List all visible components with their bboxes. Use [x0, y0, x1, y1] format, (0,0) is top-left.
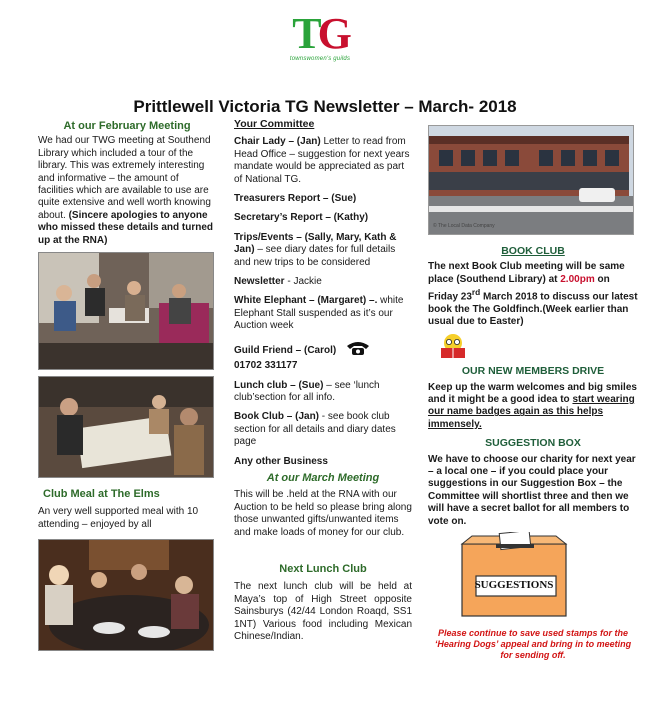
tg-logo	[285, 9, 355, 74]
book-label: Book Club – (Jan)	[234, 411, 320, 423]
guild-label: Guild Friend – (Carol)	[234, 344, 337, 356]
suggestion-box-illustration	[460, 532, 638, 622]
club-meal-heading: Club Meal at The Elms	[43, 488, 160, 501]
elephant-label: White Elephant – (Margaret) –.	[234, 295, 378, 307]
feb-meeting-apology: (Sincere apologies to anyone who missed these details and turned up at the RNA)	[38, 209, 214, 246]
logo-letter-t: T	[292, 9, 318, 58]
logo-letter-g: G	[317, 9, 348, 58]
committee-other-business: Any other Business	[234, 455, 328, 467]
newsletter-title: Prittlewell Victoria TG Newsletter – March- 2018	[133, 97, 517, 116]
book-club-heading-text: BOOK CLUB	[501, 245, 565, 257]
club-meal-text: An very well supported meal with 10 attending – enjoyed by all	[38, 506, 199, 530]
elephant-text: white Elephant Stall suspended as it’s our Auction week	[234, 295, 404, 332]
left-column	[38, 120, 216, 651]
book-text: - see book club section for all details and diary dates page	[234, 411, 396, 448]
feb-meeting-text	[38, 135, 216, 247]
trips-label: Trips/Events – (Sally, Mary, Kath & Jan)	[234, 231, 397, 256]
chair-label: Chair Lady – (Jan)	[234, 136, 321, 148]
lunch-label: Lunch club – (Sue)	[234, 379, 324, 391]
photo-credit: © The Local Data Company	[433, 222, 495, 229]
newsletter-label: Newsletter	[234, 276, 285, 288]
committee-trips	[234, 232, 412, 269]
hearing-dogs-note: Please continue to save used stamps for the ‘Hearing Dogs’ appeal and bring in to meeting for sending off.	[434, 628, 632, 661]
committee-chair	[234, 136, 412, 186]
members-drive-body: Keep up the warm welcomes and big smiles and it might be a good idea to	[428, 381, 637, 405]
members-drive-underlined: start wearing our name badges again as this helps immensely.	[428, 393, 635, 430]
committee-guild-friend	[234, 340, 412, 373]
next-lunch-text: The next lunch club will be held at Maya’s top of High Street opposite Sainsburys (42/44 London Roaqd, SS1 1NT) Various food including Mexican Chinese/Indian.	[234, 581, 412, 642]
committee-book-club	[234, 411, 412, 448]
members-drive-heading: OUR NEW MEMBERS DRIVE	[461, 365, 605, 378]
march-meeting-text: This will be .held at the RNA with our Auction to be held so please bring along those unwanted gifts/unwanted items and make loads of money for our club.	[234, 489, 412, 538]
committee-white-elephant	[234, 295, 412, 332]
guild-phone: 01702 331177	[234, 360, 298, 372]
southend-library-photo	[428, 125, 634, 235]
newsletter-text: - Jackie	[284, 276, 322, 288]
suggestion-box-text: We have to choose our charity for next year – a local one – if you could place your suggestions in our Suggestion Box – the Committee will shortlist three and then we will have a secret ballot for all members to vote on.	[428, 453, 636, 527]
library-meeting-photo	[38, 252, 214, 370]
telephone-icon	[345, 340, 371, 360]
logo-subtitle: townswomen's guilds	[289, 56, 351, 62]
committee-secretary: Secretary’s Report – (Kathy)	[234, 212, 369, 224]
book-club-text	[428, 261, 638, 328]
book-club-sup: rd	[471, 287, 481, 298]
book-club-time: 2.00pm	[560, 273, 595, 285]
committee-lunch	[234, 380, 412, 405]
reading-face-icon	[438, 333, 638, 363]
library-tour-photo	[38, 376, 214, 478]
book-club-text2: on Friday 23	[428, 273, 610, 303]
committee-treasurer: Treasurers Report – (Sue)	[234, 193, 357, 205]
club-meal-photo	[38, 539, 214, 651]
middle-column	[234, 118, 412, 643]
feb-meeting-body: We had our TWG meeting at Southend Library which included a tour of the library. This was extremely interesting and informative – the amount of facilities which are available to use are quite extensive and well worth knowing about.	[38, 135, 211, 221]
next-lunch-heading: Next Lunch Club	[279, 562, 367, 575]
march-meeting-heading: At our March Meeting	[266, 471, 380, 484]
members-drive-text	[428, 382, 638, 432]
lunch-text: – see ‘lunch club’section for all info.	[234, 379, 380, 403]
committee-newsletter	[234, 276, 412, 288]
feb-meeting-heading: At our February Meeting	[63, 120, 191, 132]
suggestion-box-heading: SUGGESTION BOX	[485, 437, 581, 450]
book-club-text1: The next Book Club meeting will be same place (Southend Library) at	[428, 261, 625, 285]
trips-text: – see diary dates for full details and new trips to be considered	[234, 244, 396, 268]
committee-heading: Your Committee	[234, 118, 315, 130]
logo-letters	[285, 9, 355, 58]
chair-text: Letter to read from Head Office – suggestion for next years mandate would be appreciated as part of National TG.	[234, 136, 410, 185]
book-club-text3: March 2018 to discuss our latest book the The Goldfinch.(Week earlier than usual due to Easter)	[428, 291, 638, 328]
suggestion-box-label: SUGGESTIONS	[474, 579, 554, 592]
right-column	[428, 125, 638, 661]
book-club-heading	[428, 245, 638, 257]
